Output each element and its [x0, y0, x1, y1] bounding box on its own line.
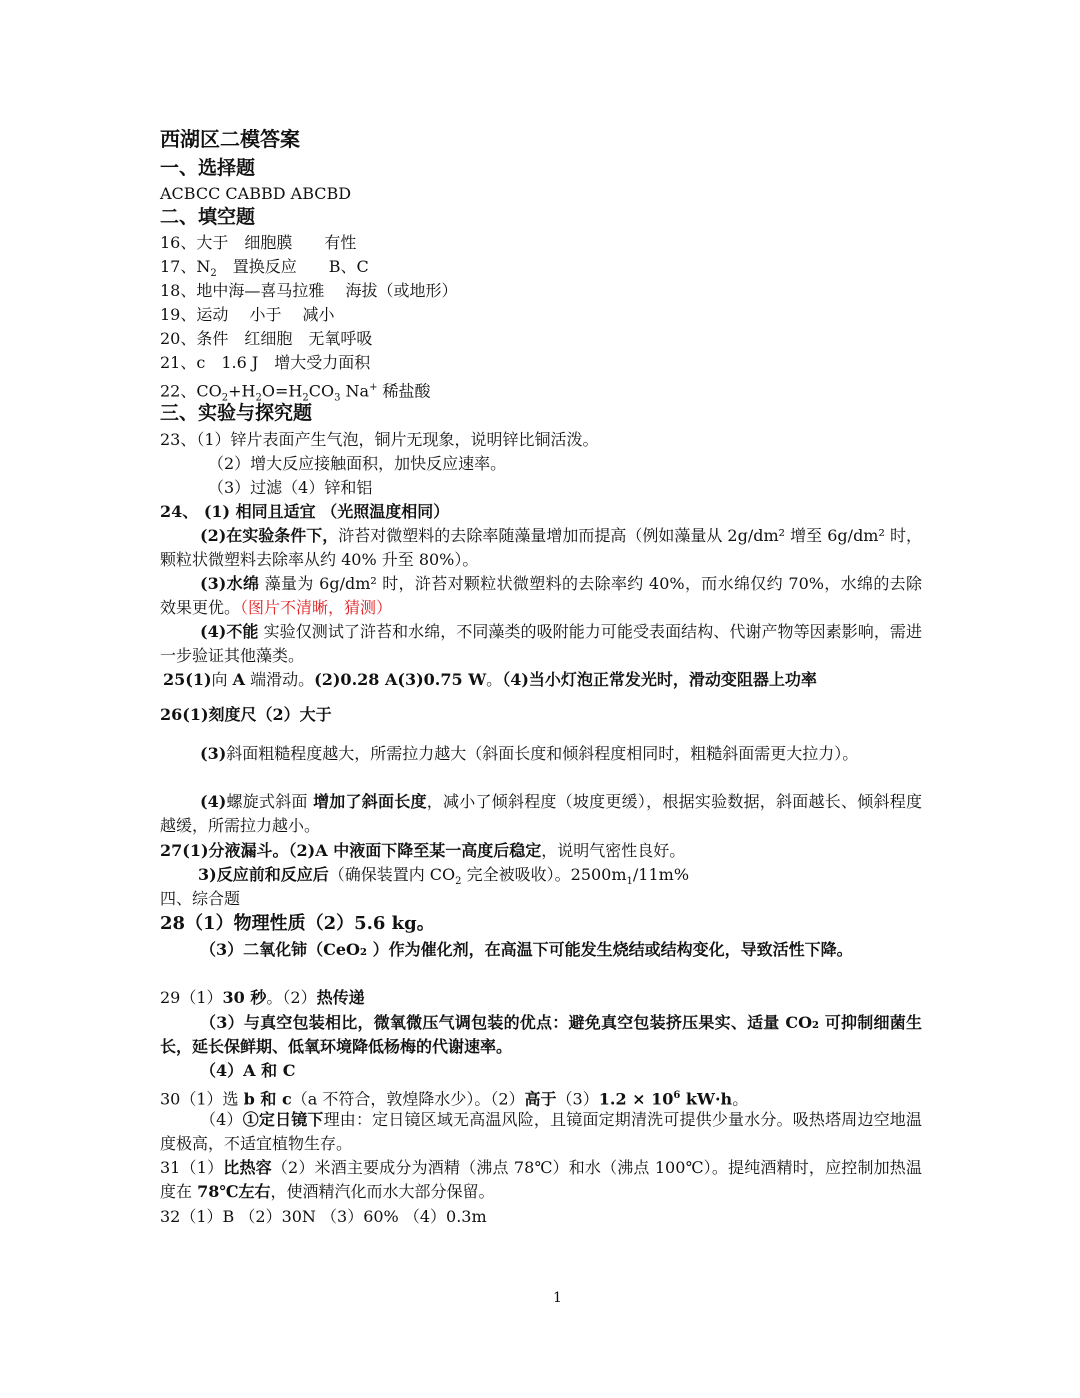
section2-heading: 二、填空题 [160, 206, 256, 228]
section4-heading: 四、综合题 [160, 889, 241, 908]
answer-27-3: 3)反应前和反应后（确保装置内 $CO_2$ 完全被吸收）。$2500m_1/11m\%$ [198, 865, 690, 888]
answer-26-3: (3)斜面粗糙程度越大，所需拉力越大（斜面长度和倾斜程度相同时，粗糙斜面需更大拉力）。 [200, 744, 859, 763]
answer-23-2: （2）增大反应接触面积，加快反应速率。 [208, 454, 507, 473]
answer-21: 21、c 1.6 J 增大受力面积 [160, 353, 371, 372]
answer-19: 19、运动 小于 减小 [160, 305, 335, 324]
answer-24-3: (3)水绵 藻量为 6g/dm² 时，浒苔对颗粒状微塑料的去除率约 40%，而水绵仅约 70%，水绵的去除效果更优。（图片不清晰，猜测） [160, 574, 922, 617]
answer-25: 25(1)向 A 端滑动。(2)0.28 A(3)0.75 W。（4)当小灯泡正常发光时，滑动变阻器上功率 [163, 670, 817, 689]
answer-18: 18、地中海—喜马拉雅 海拔（或地形） [160, 281, 458, 300]
answer-17: 17、$N_2$ 置换反应 B、C [160, 257, 369, 280]
answer-31: 31（1）比热容（2）米酒主要成分为酒精（沸点 78℃）和水（沸点 100℃）。提纯酒精时，应控制加热温度在 78℃左右，使酒精汽化而水大部分保留。 [160, 1158, 922, 1201]
answer-32: 32（1）B （2）30N （3）60% （4）0.3m [160, 1207, 487, 1226]
answer-30-4: （4）①定日镜下理由：定日镜区域无高温风险，且镜面定期清洗可提供少量水分。吸热塔周边空地温度极高，不适宜植物生存。 [160, 1110, 922, 1153]
answer-28-3: （3）二氧化铈（CeO₂ ）作为催化剂，在高温下可能发生烧结或结构变化，导致活性下降。 [200, 940, 853, 959]
answer-29-4: （4）A 和 C [200, 1061, 296, 1080]
answer-29-3: （3）与真空包装相比，微氧微压气调包装的优点：避免真空包装挤压果实、适量 CO₂ 可抑制细菌生长，延长保鲜期、低氧环境降低杨梅的代谢速率。 [160, 1013, 922, 1056]
answer-28: 28（1）物理性质（2）5.6 kg。 [160, 913, 435, 934]
answer-22: 22、$CO_2+H_2O=H_2CO_3$ Na+ 稀盐酸 [160, 381, 431, 404]
answer-20: 20、条件 红细胞 无氧呼吸 [160, 329, 373, 348]
answer-23-1: 23、（1）锌片表面产生气泡，铜片无现象，说明锌比铜活泼。 [160, 430, 599, 449]
section3-heading: 三、实验与探究题 [160, 402, 313, 424]
answer-30: 30（1）选 b 和 c（a 不符合，敦煌降水少）。（2）高于$(3)1.2 \times 10^6$ kW·h。 [160, 1089, 749, 1109]
answer-24-2: (2)在实验条件下，浒苔对微塑料的去除率随藻量增加而提高（例如藻量从 2g/dm² 增至 6g/dm² 时，颗粒状微塑料去除率从约 40% 升至 80%）。 [160, 526, 922, 569]
answer-23-3: （3）过滤（4）锌和铝 [208, 478, 373, 497]
answer-26-4: (4)螺旋式斜面 增加了斜面长度，减小了倾斜程度（坡度更缓），根据实验数据，斜面越长、倾斜程度越缓，所需拉力越小。 [160, 792, 922, 835]
answer-24-1: 24、 (1) 相同且适宜 （光照温度相同） [160, 502, 450, 521]
answer-24-4: (4)不能 实验仅测试了浒苔和水绵，不同藻类的吸附能力可能受表面结构、代谢产物等因素影响，需进一步验证其他藻类。 [160, 622, 922, 665]
page-number: 1 [553, 1290, 562, 1306]
section1-heading: 一、选择题 [160, 157, 256, 179]
answer-26: 26(1)刻度尺（2）大于 [160, 705, 332, 724]
answer-27: 27(1)分液漏斗。（2)A 中液面下降至某一高度后稳定，说明气密性良好。 [160, 841, 686, 860]
document-title: 西湖区二模答案 [160, 127, 300, 151]
answer-16: 16、大于 细胞膜 有性 [160, 233, 357, 252]
answer-29: 29（1）30 秒。（2）热传递 [160, 988, 365, 1007]
choice-answers: ACBCC CABBD ABCBD [160, 184, 352, 203]
